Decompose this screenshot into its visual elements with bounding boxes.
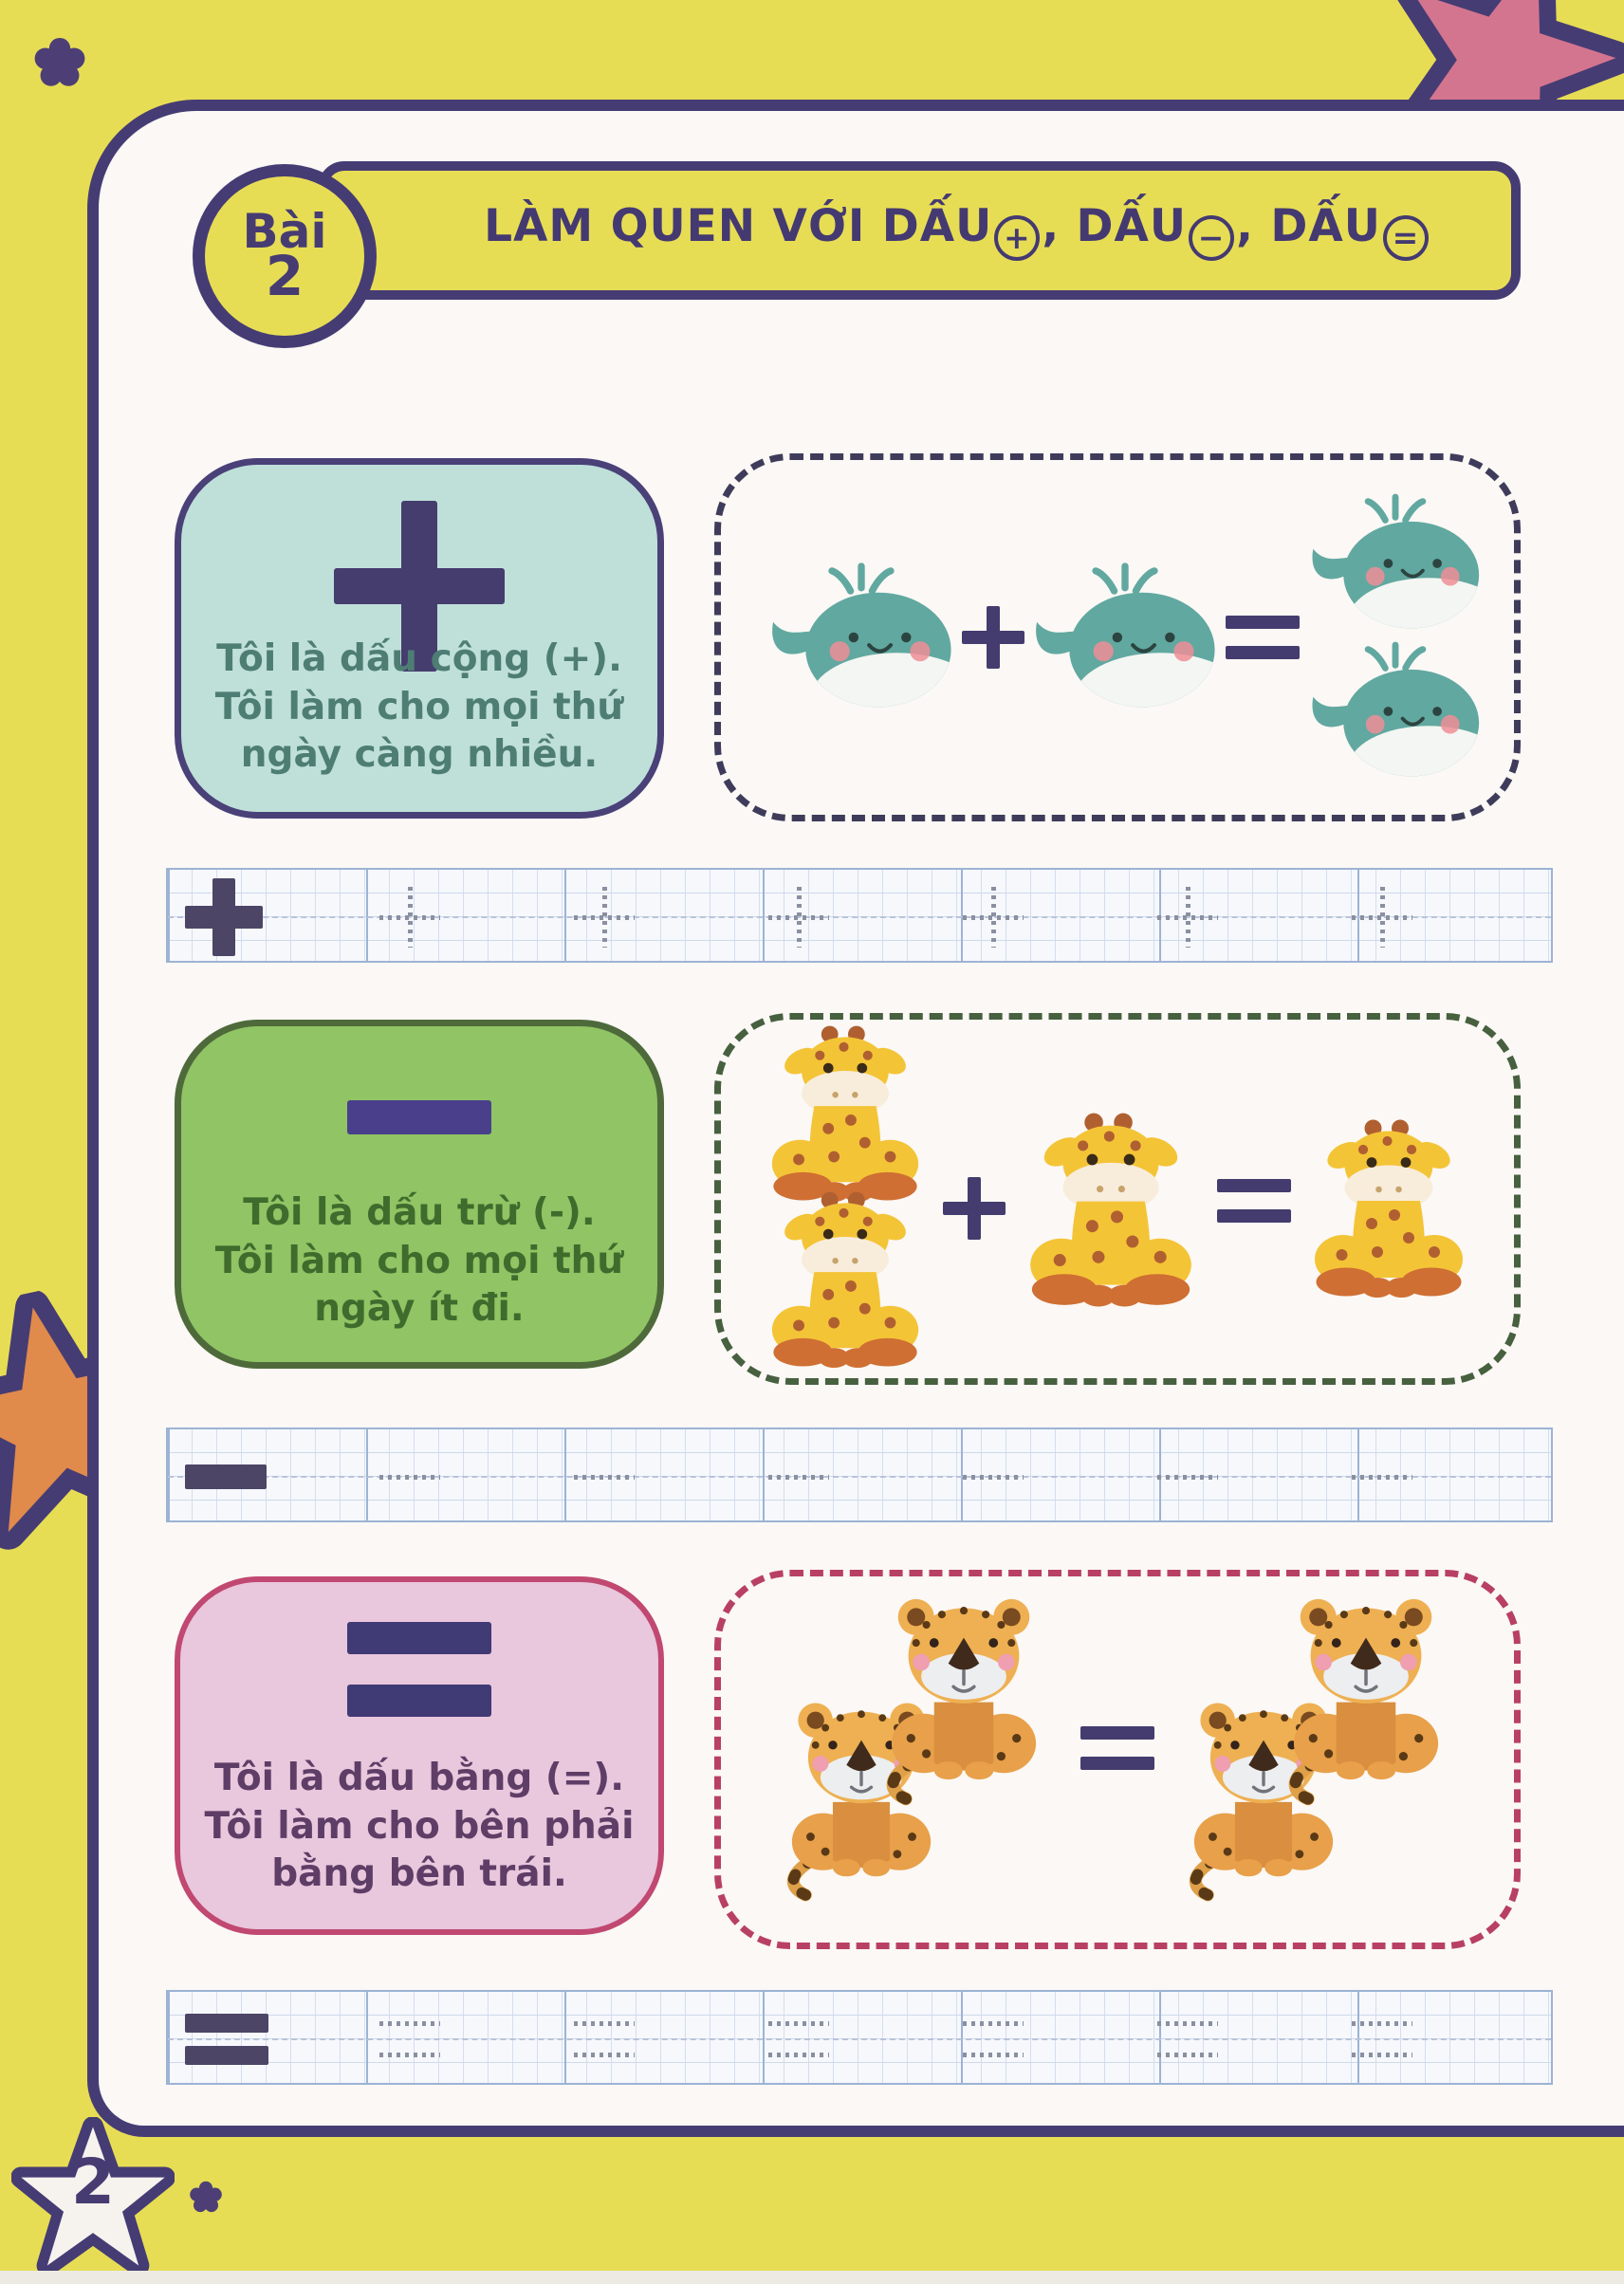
dotted-plus-trace xyxy=(1157,887,1218,948)
minus-writing-grid xyxy=(166,1428,1553,1522)
plus-operator-icon xyxy=(962,606,1024,669)
leopard-icon xyxy=(1269,1589,1463,1808)
dotted-plus-trace xyxy=(768,887,829,948)
plus-info-box xyxy=(175,458,664,819)
lesson-badge-number: 2 xyxy=(265,244,304,309)
lesson-title-banner xyxy=(318,161,1521,300)
equals-operator-icon xyxy=(1226,616,1300,659)
dotted-equals-trace xyxy=(1352,2021,1412,2057)
flower-icon xyxy=(28,32,91,95)
dotted-equals-trace xyxy=(574,2021,635,2057)
lesson-badge xyxy=(193,164,377,348)
whale-result-group xyxy=(1300,491,1491,783)
circled-equals-icon: = xyxy=(1383,215,1429,261)
dotted-minus-trace xyxy=(1157,1475,1218,1480)
dotted-minus-trace xyxy=(574,1475,635,1480)
giraffe-icon xyxy=(1018,1112,1204,1313)
photo-edge-strip xyxy=(0,2271,1624,2284)
circled-minus-icon: − xyxy=(1189,215,1234,261)
giraffe-icon xyxy=(761,1024,930,1207)
solid-plus-model xyxy=(185,878,263,956)
equals-description: Tôi là dấu bằng (=). Tôi làm cho bên phải bằng bên trái. xyxy=(204,1756,635,1896)
page-number-star xyxy=(11,2117,175,2280)
whale-icon xyxy=(1300,639,1491,783)
dotted-equals-trace xyxy=(1157,2021,1218,2057)
equals-writing-grid xyxy=(166,1990,1553,2085)
plus-description: Tôi là dấu cộng (+). Tôi làm cho mọi thứ ngày càng nhiều. xyxy=(214,636,624,777)
giraffe-icon xyxy=(761,1190,930,1373)
leopard-right-group xyxy=(1171,1594,1467,1925)
circled-plus-icon: + xyxy=(994,215,1040,261)
leopard-left-group xyxy=(768,1594,1064,1925)
leopard-icon xyxy=(867,1589,1061,1808)
whale-equation-box xyxy=(714,453,1521,821)
dotted-equals-trace xyxy=(963,2021,1024,2057)
dotted-minus-trace xyxy=(1352,1475,1412,1480)
dotted-plus-trace xyxy=(963,887,1024,948)
lesson-badge-label: Bài xyxy=(242,203,327,259)
equals-operator-icon xyxy=(1080,1726,1154,1770)
equals-info-box xyxy=(175,1576,664,1935)
dotted-equals-trace xyxy=(379,2021,440,2057)
dotted-plus-trace xyxy=(574,887,635,948)
equals-sign xyxy=(347,1622,491,1717)
dotted-minus-trace xyxy=(963,1475,1024,1480)
giraffe-left-group xyxy=(761,1024,930,1373)
dotted-plus-trace xyxy=(1352,887,1412,948)
page-number: 2 xyxy=(71,2146,115,2219)
page-title: LÀM QUEN VỚI DẤU + , DẤU − , DẤU = xyxy=(484,200,1430,261)
minus-info-box xyxy=(175,1020,664,1369)
dotted-equals-trace xyxy=(768,2021,829,2057)
flower-icon xyxy=(186,2178,226,2218)
whale-icon xyxy=(1024,560,1226,715)
solid-minus-model xyxy=(185,1464,267,1489)
leopard-equation-box xyxy=(714,1570,1521,1949)
dotted-minus-trace xyxy=(768,1475,829,1480)
minus-sign xyxy=(347,1100,491,1134)
dotted-plus-trace xyxy=(379,887,440,948)
minus-description: Tôi là dấu trừ (-). Tôi làm cho mọi thứ ngày ít đi. xyxy=(214,1190,624,1331)
equals-operator-icon xyxy=(1217,1179,1291,1223)
plus-writing-grid xyxy=(166,868,1553,963)
giraffe-equation-box xyxy=(714,1013,1521,1385)
plus-operator-icon xyxy=(943,1177,1006,1240)
solid-equals-model xyxy=(185,2014,268,2065)
whale-icon xyxy=(761,560,962,715)
dotted-minus-trace xyxy=(379,1475,440,1480)
whale-icon xyxy=(1300,491,1491,635)
giraffe-icon xyxy=(1303,1118,1474,1303)
